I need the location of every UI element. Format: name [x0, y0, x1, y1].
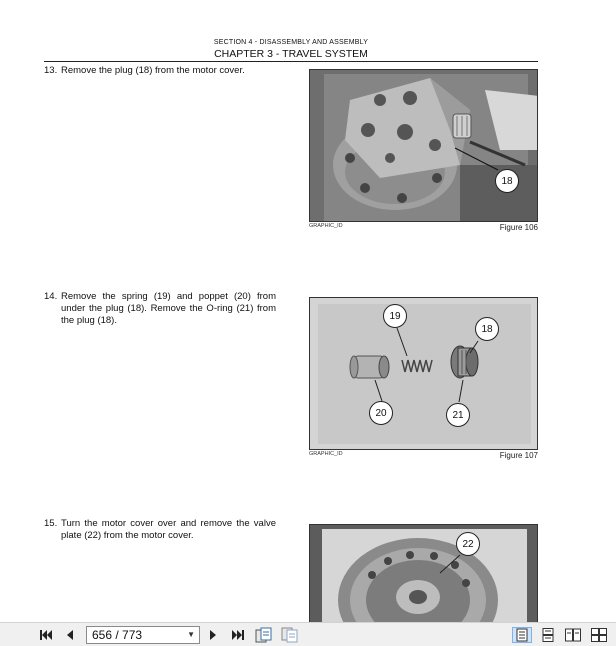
figure-caption: Figure 106	[499, 223, 538, 232]
continuous-facing-view-icon[interactable]	[589, 627, 609, 643]
step-text: Remove the plug (18) from the motor cover.	[61, 65, 245, 76]
continuous-view-icon[interactable]	[538, 627, 558, 643]
chevron-down-icon: ▼	[187, 630, 195, 639]
import-icon[interactable]	[281, 627, 299, 643]
step-number: 13.	[44, 65, 58, 76]
callout-21: 21	[446, 403, 470, 427]
callout-18: 18	[495, 169, 519, 193]
callout-20: 20	[369, 401, 393, 425]
step-number: 14.	[44, 291, 58, 302]
facing-pages-view-icon[interactable]	[563, 627, 583, 643]
page-indicator: 656 / 773	[92, 628, 143, 642]
chapter-heading: CHAPTER 3 - TRAVEL SYSTEM	[214, 48, 368, 60]
step-text: Turn the motor cover over and remove the valve plate (22) from the motor cover.	[61, 518, 276, 541]
callout-18: 18	[475, 317, 499, 341]
step-text: Remove the spring (19) and poppet (20) from under the plug (18). Remove the O-ring (21) from the plug (18).	[61, 291, 276, 326]
next-page-icon[interactable]	[205, 627, 221, 643]
callout-19: 19	[383, 304, 407, 328]
motor-cover-plug-illustration	[310, 70, 538, 222]
page-selector[interactable]	[86, 626, 200, 644]
first-page-icon[interactable]	[37, 627, 55, 643]
export-icon[interactable]	[255, 627, 273, 643]
spring-poppet-plug-illustration	[310, 298, 538, 450]
figure-108-photo	[309, 524, 538, 622]
section-heading: SECTION 4 - DISASSEMBLY AND ASSEMBLY	[213, 39, 369, 46]
valve-plate-illustration	[310, 525, 538, 622]
prev-page-icon[interactable]	[62, 627, 78, 643]
step-13	[44, 65, 276, 77]
viewer-toolbar	[0, 622, 616, 646]
graphic-id-label: GRAPHIC_ID	[309, 223, 343, 229]
figure-106-photo	[309, 69, 538, 222]
step-14	[44, 291, 276, 327]
callout-22: 22	[456, 532, 480, 556]
single-page-view-icon[interactable]	[512, 627, 532, 643]
figure-caption: Figure 107	[499, 451, 538, 460]
figure-107-photo	[309, 297, 538, 450]
graphic-id-label: GRAPHIC_ID	[309, 451, 343, 457]
step-15	[44, 518, 276, 542]
step-number: 15.	[44, 518, 58, 529]
header-divider	[44, 61, 538, 62]
last-page-icon[interactable]	[229, 627, 247, 643]
